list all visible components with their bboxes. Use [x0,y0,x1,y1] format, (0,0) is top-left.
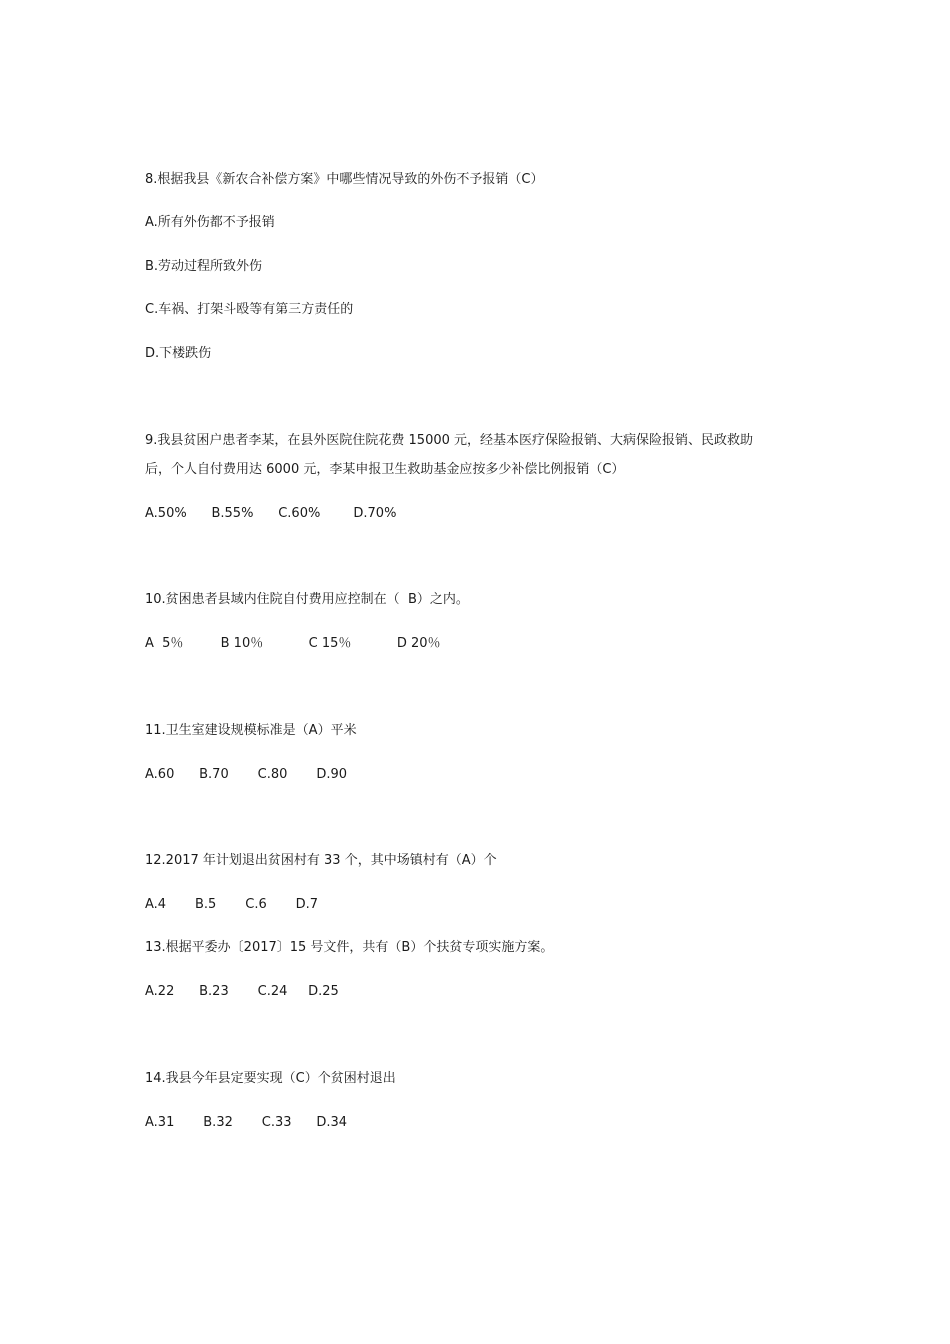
question-14: 14.我县今年县定要实现（C）个贫困村退出 [145,1071,396,1086]
question-8-option-d: D.下楼跌伤 [145,346,212,361]
question-8-option-c: C.车祸、打架斗殴等有第三方责任的 [145,302,354,317]
question-8-option-a: A.所有外伤都不予报销 [145,215,275,230]
question-10-options: A 5％ B 10％ C 15％ D 20％ [145,636,441,651]
question-8: 8.根据我县《新农合补偿方案》中哪些情况导致的外伤不予报销（C） [145,172,544,187]
question-13-options: A.22 B.23 C.24 D.25 [145,984,339,999]
question-9-options: A.50% B.55% C.60% D.70% [145,506,397,521]
question-9-line-1: 9.我县贫困户患者李某，在县外医院住院花费 15000 元，经基本医疗保险报销、大病保险报销、民政救助 [145,433,754,448]
question-14-options: A.31 B.32 C.33 D.34 [145,1115,348,1130]
question-13: 13.根据平委办〔2017〕15 号文件，共有（B）个扶贫专项实施方案。 [145,940,554,955]
question-9-line-2: 后，个人自付费用达 6000 元，李某申报卫生救助基金应按多少补偿比例报销（C） [145,462,625,477]
question-8-option-b: B.劳动过程所致外伤 [145,259,263,274]
question-12: 12.2017 年计划退出贫困村有 33 个，其中场镇村有（A）个 [145,853,497,868]
question-11: 11.卫生室建设规模标准是（A）平米 [145,723,357,738]
question-10: 10.贫困患者县域内住院自付费用应控制在（ B）之内。 [145,592,469,607]
question-11-options: A.60 B.70 C.80 D.90 [145,767,348,782]
question-12-options: A.4 B.5 C.6 D.7 [145,897,319,912]
